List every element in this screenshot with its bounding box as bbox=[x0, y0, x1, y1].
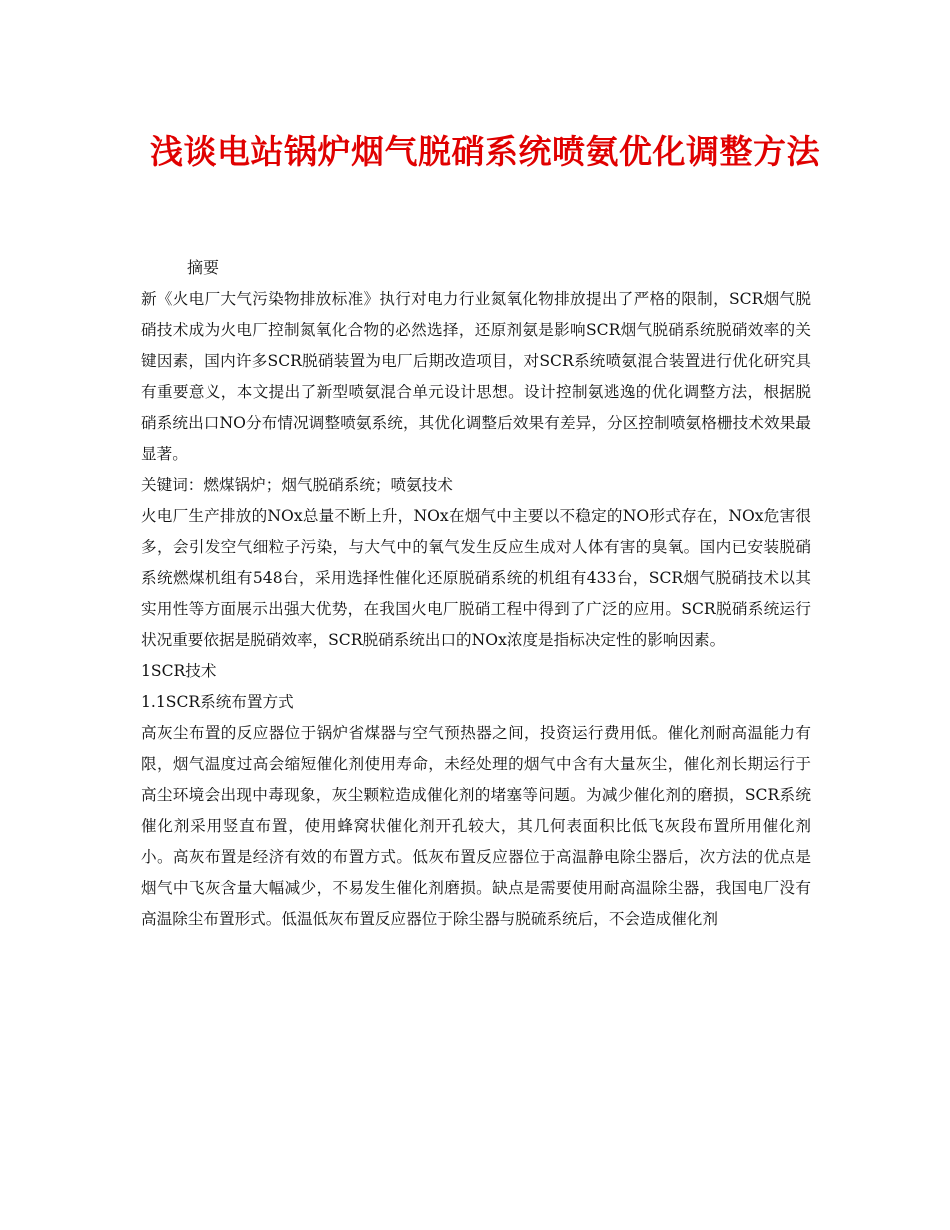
abstract-label: 摘要 bbox=[187, 258, 220, 277]
section-paragraph: 高灰尘布置的反应器位于锅炉省煤器与空气预热器之间，投资运行费用低。催化剂耐高温能力有限，烟气温度过高会缩短催化剂使用寿命，未经处理的烟气中含有大量灰尘，催化剂长期运行于高尘环境会出现中毒现象，灰尘颗粒造成催化剂的堵塞等问题。为减少催化剂的磨损，SCR系统催化剂采用竖直布置，使用蜂窝状催化剂开孔较大，其几何表面积比低飞灰段布置所用催化剂小。高灰布置是经济有效的布置方式。低灰布置反应器位于高温静电除尘器后，次方法的优点是烟气中飞灰含量大幅减少，不易发生催化剂磨损。缺点是需要使用耐高温除尘器，我国电厂没有高温除尘布置形式。低温低灰布置反应器位于除尘器与脱硫系统后，不会造成催化剂 bbox=[141, 724, 811, 928]
document-title: 浅谈电站锅炉烟气脱硝系统喷氨优化调整方法 bbox=[150, 132, 820, 171]
document-body bbox=[141, 284, 811, 935]
intro-paragraph: 火电厂生产排放的NOx总量不断上升，NOx在烟气中主要以不稳定的NO形式存在，NOx危害很多，会引发空气细粒子污染，与大气中的氧气发生反应生成对人体有害的臭氧。国内已安装脱硝系统燃煤机组有548台，采用选择性催化还原脱硝系统的机组有433台，SCR烟气脱硝技术以其实用性等方面展示出强大优势，在我国火电厂脱硝工程中得到了广泛的应用。SCR脱硝系统运行状况重要依据是脱硝效率，SCR脱硝系统出口的NOx浓度是指标决定性的影响因素。 bbox=[141, 507, 811, 649]
abstract-paragraph: 新《火电厂大气污染物排放标准》执行对电力行业氮氧化物排放提出了严格的限制，SCR烟气脱硝技术成为火电厂控制氮氧化合物的必然选择，还原剂氨是影响SCR烟气脱硝系统脱硝效率的关键因素，国内许多SCR脱硝装置为电厂后期改造项目，对SCR系统喷氨混合装置进行优化研究具有重要意义，本文提出了新型喷氨混合单元设计思想。设计控制氨逃逸的优化调整方法，根据脱硝系统出口NO分布情况调整喷氨系统，其优化调整后效果有差异，分区控制喷氨格栅技术效果最显著。 bbox=[141, 290, 811, 463]
section-heading-1: 1SCR技术 bbox=[141, 662, 217, 680]
subsection-heading-1-1: 1.1SCR系统布置方式 bbox=[141, 693, 294, 711]
keywords-line: 关键词：燃煤锅炉；烟气脱硝系统；喷氨技术 bbox=[141, 476, 453, 494]
